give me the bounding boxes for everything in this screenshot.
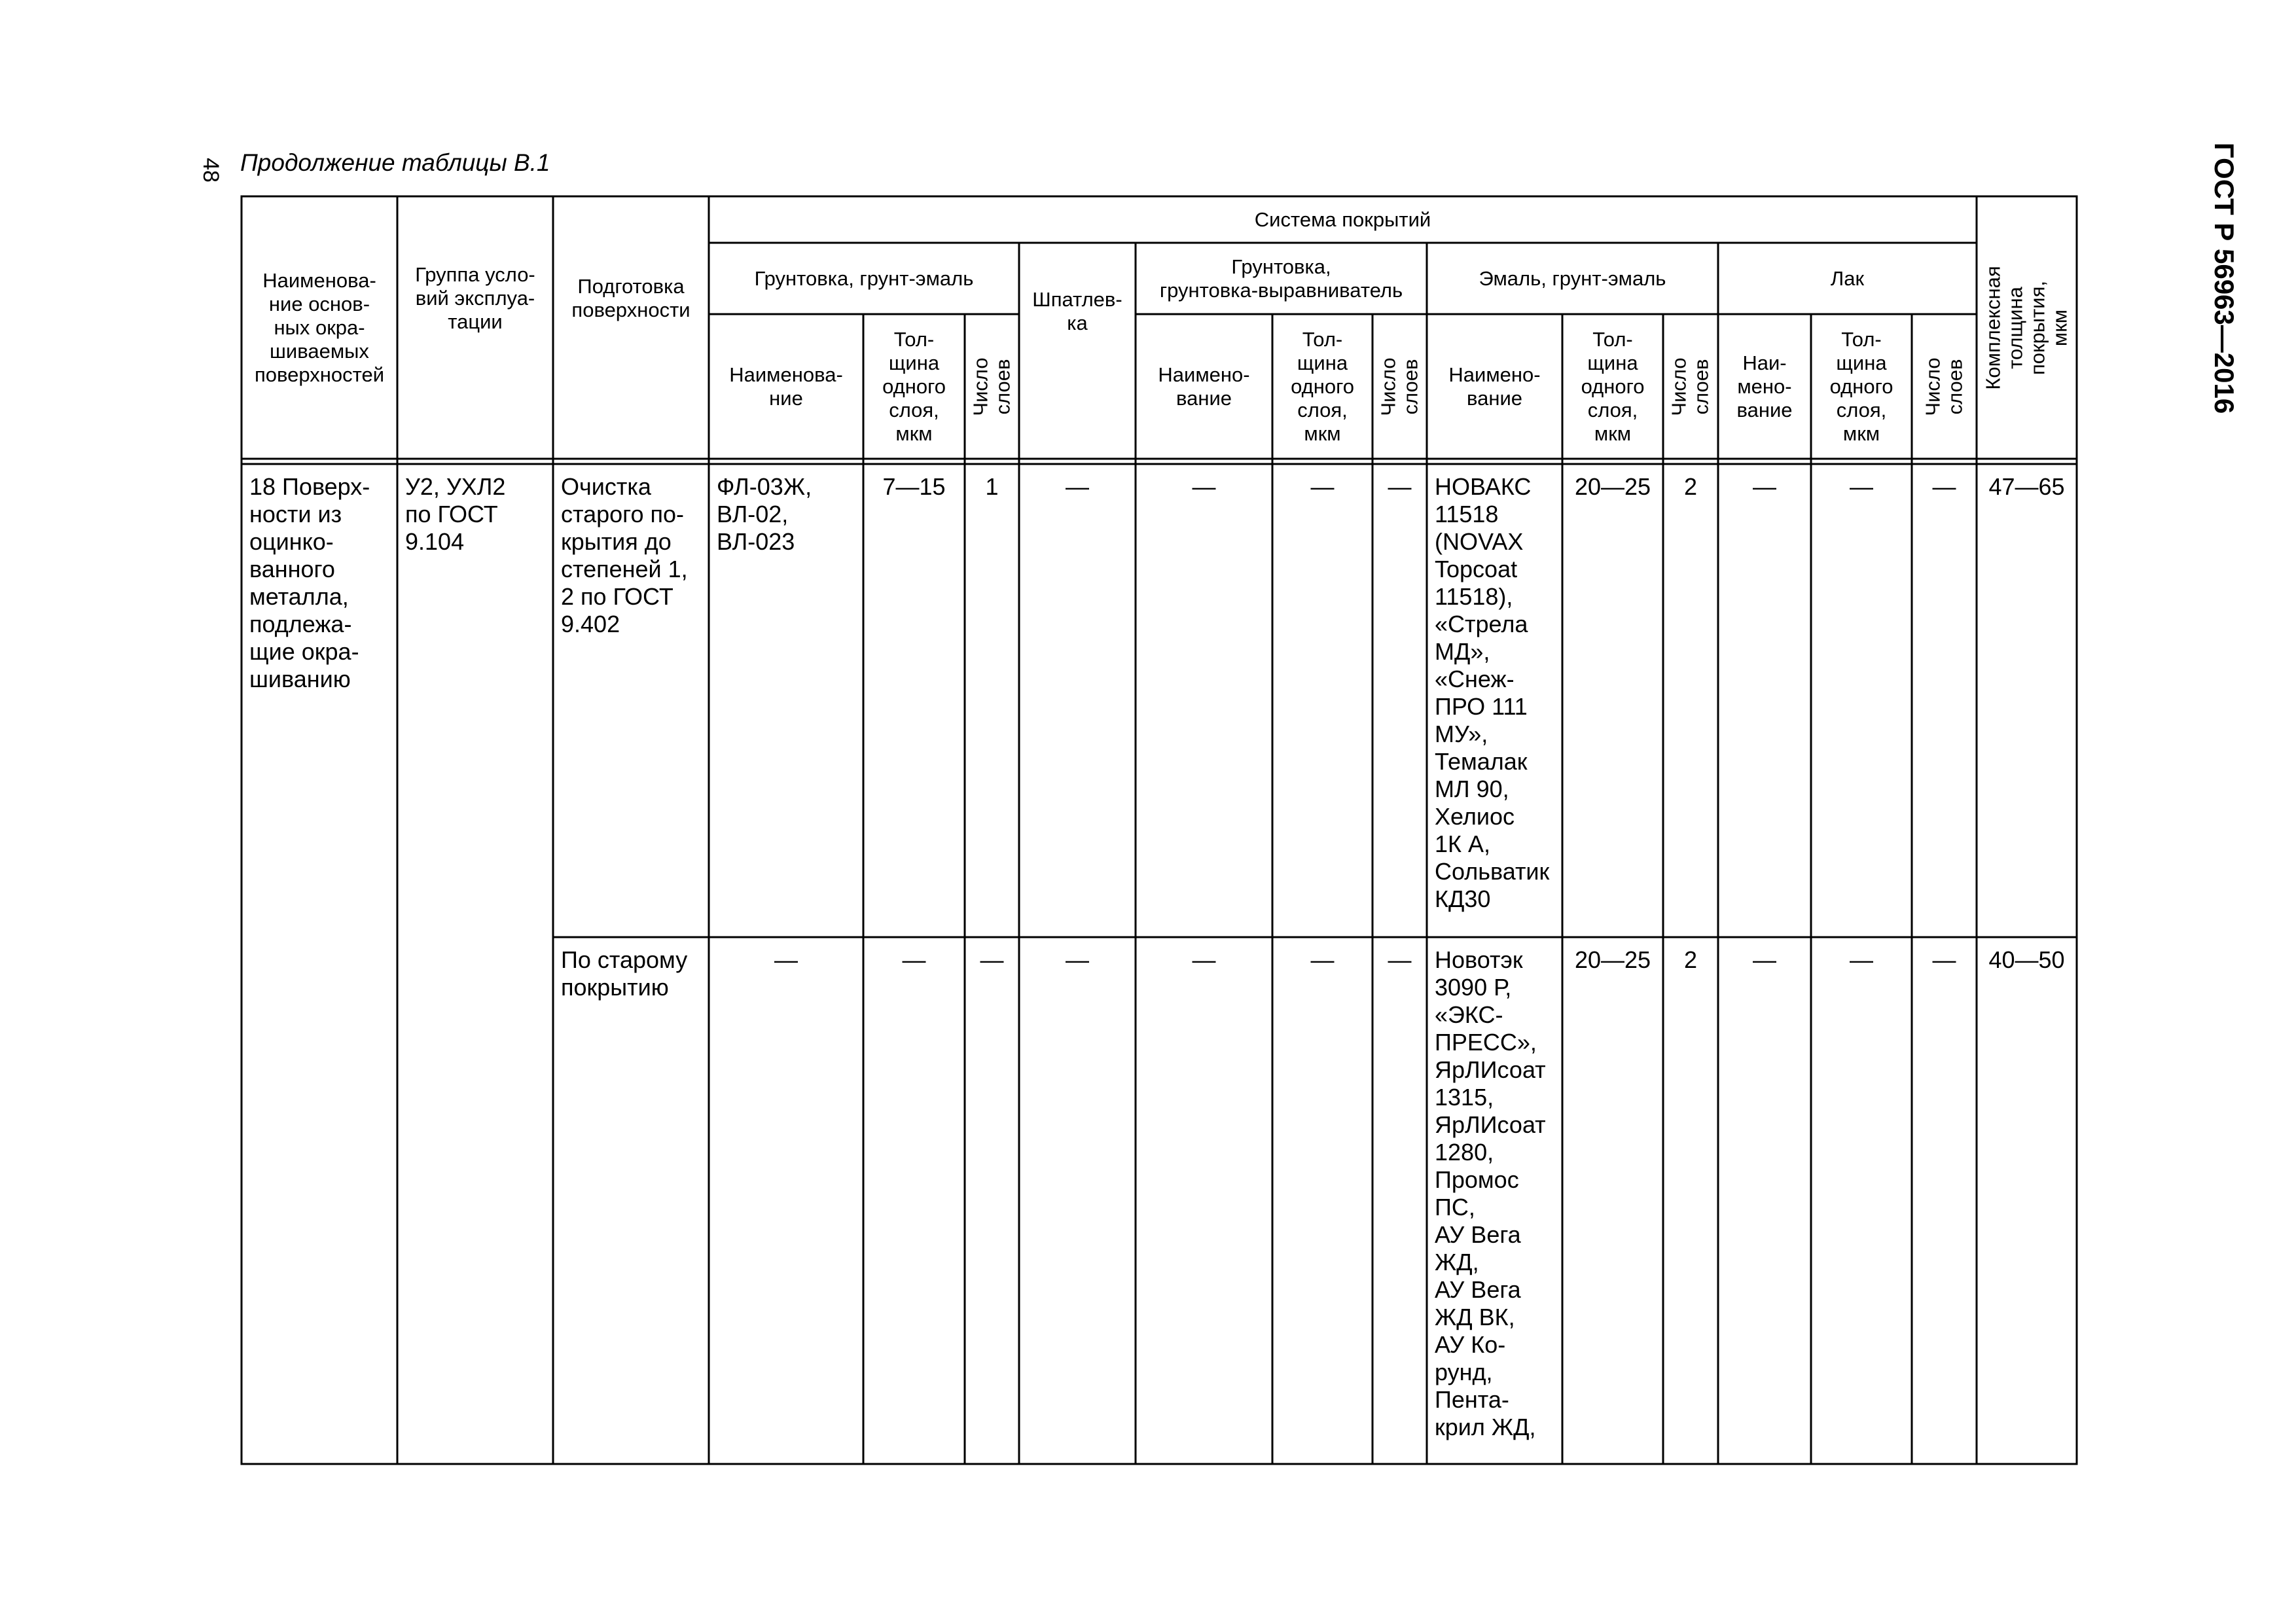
header-enamel-layers-text: Число слоев — [1668, 357, 1713, 416]
row1-enamel-name: НОВАКС 11518 (NOVAX Topcoat 11518), «Стрела МД», «Снеж- ПРО 111 МУ», Темалак МЛ 90, Хелиос 1К А, Сольватик КД30 — [1435, 473, 1550, 912]
page-number: 48 — [198, 158, 223, 183]
row2-lacquer-thickness: — — [1850, 946, 1873, 973]
row2-primer-name: — — [774, 946, 798, 973]
header-lacquer-layers-text: Число слоев — [1921, 357, 1967, 416]
header-lacquer-name: Наи- мено- вание — [1736, 351, 1793, 421]
header-putty: Шпатлев- ка — [1032, 288, 1122, 334]
row1-leveler-layers: — — [1388, 473, 1412, 500]
row1-leveler-name: — — [1192, 473, 1216, 500]
header-enamel-name: Наимено- вание — [1448, 363, 1541, 410]
row2-preparation: По старому покрытию — [561, 946, 688, 1001]
header-primer-layers — [965, 314, 1019, 459]
row1-preparation: Очистка старого по- крытия до степеней 1, 2 по ГОСТ 9.402 — [561, 473, 688, 637]
row2-enamel-layers: 2 — [1683, 946, 1698, 973]
row1-primer-name: ФЛ-03Ж, ВЛ-02, ВЛ-023 — [717, 473, 812, 555]
row2-enamel-name: Новотэк 3090 Р, «ЭКС- ПРЕСС», ЯрЛИсоат 1315, ЯрЛИсоат 1280, Промос ПС, АУ Вега ЖД, АУ Вега ЖД ВК, АУ Ко- рунд, Пента- крил ЖД, — [1435, 946, 1546, 1440]
header-enamel-group: Эмаль, грунт-эмаль — [1479, 266, 1666, 290]
row2-lacquer-layers: — — [1932, 946, 1956, 973]
row1-total-thickness: 47—65 — [1988, 473, 2065, 500]
row2-leveler-name: — — [1192, 946, 1216, 973]
header-total-thickness-text: Комплексная толщина покрытия, мкм — [1981, 265, 2072, 390]
row1-putty: — — [1066, 473, 1089, 500]
table-caption: Продолжение таблицы В.1 — [240, 149, 550, 176]
row1-enamel-layers: 2 — [1683, 473, 1698, 500]
header-leveler-group: Грунтовка, грунтовка-выравниватель — [1159, 255, 1403, 302]
header-primer-thickness: Тол- щина одного слоя, мкм — [882, 327, 946, 445]
row1-leveler-thickness: — — [1310, 473, 1335, 500]
row1-surface: 18 Поверх- ности из оцинко- ванного металла, подлежа- щие окра- шиванию — [249, 473, 370, 692]
row2-primer-thickness: — — [902, 946, 926, 973]
row2-putty: — — [1066, 946, 1089, 973]
header-leveler-name: Наимено- вание — [1158, 363, 1250, 410]
row2-leveler-thickness: — — [1310, 946, 1335, 973]
row2-primer-layers: — — [980, 946, 1004, 973]
row1-enamel-thickness: 20—25 — [1574, 473, 1651, 500]
header-primer-group: Грунтовка, грунт-эмаль — [754, 266, 974, 290]
row2-total-thickness: 40—50 — [1988, 946, 2065, 973]
header-enamel-layers — [1663, 314, 1718, 459]
header-enamel-thickness: Тол- щина одного слоя, мкм — [1581, 327, 1645, 445]
row2-leveler-layers: — — [1388, 946, 1412, 973]
header-lacquer-thickness: Тол- щина одного слоя, мкм — [1829, 327, 1893, 445]
header-total-thickness — [1977, 196, 2077, 459]
document-code: ГОСТ Р 56963—2016 — [2209, 142, 2240, 414]
header-primer-layers-text: Число слоев — [969, 357, 1014, 416]
header-surface-name: Наименова- ние основ- ных окра- шиваемых поверхностей — [254, 268, 385, 386]
header-leveler-thickness: Тол- щина одного слоя, мкм — [1291, 327, 1354, 445]
row2-lacquer-name: — — [1753, 946, 1776, 973]
header-leveler-layers — [1372, 314, 1427, 459]
row2-enamel-thickness: 20—25 — [1574, 946, 1651, 973]
header-coating-system: Система покрытий — [1254, 207, 1431, 231]
header-primer-name: Наименова- ние — [729, 363, 843, 410]
header-operating-group: Группа усло- вий эксплуа- тации — [415, 262, 535, 333]
row1-primer-layers: 1 — [985, 473, 999, 500]
row1-lacquer-thickness: — — [1850, 473, 1873, 500]
header-surface-preparation: Подготовка поверхности — [571, 274, 691, 321]
header-lacquer-group: Лак — [1830, 266, 1865, 290]
header-leveler-layers-text: Число слоев — [1376, 357, 1422, 416]
row1-primer-thickness: 7—15 — [882, 473, 946, 500]
header-lacquer-layers — [1912, 314, 1977, 459]
row1-lacquer-name: — — [1753, 473, 1776, 500]
row1-lacquer-layers: — — [1932, 473, 1956, 500]
row1-operating-group: У2, УХЛ2 по ГОСТ 9.104 — [405, 473, 506, 555]
